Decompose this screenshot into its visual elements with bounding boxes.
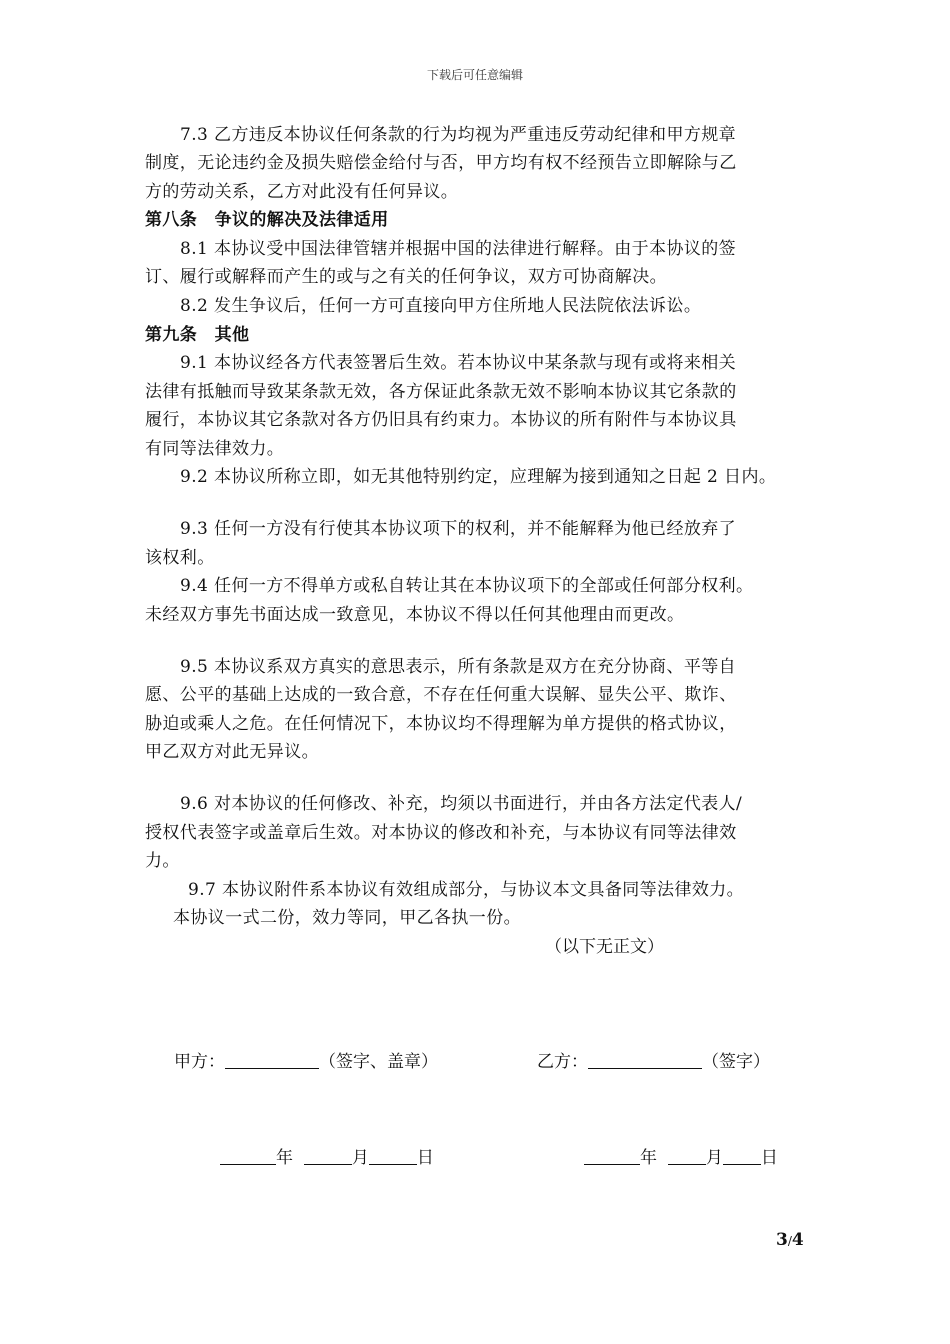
clause-9-5-line-4: 甲乙双方对此无异议。 bbox=[145, 742, 319, 762]
clause-8-1-line-1: 8.1 本协议受中国法律管辖并根据中国的法律进行解释。由于本协议的签 bbox=[180, 239, 737, 259]
page-header: 下载后可任意编辑 bbox=[426, 68, 523, 82]
clause-9-5-line-3: 胁迫或乘人之危。在任何情况下，本协议均不得理解为单方提供的格式协议， bbox=[145, 714, 737, 734]
page-current: 3 bbox=[776, 1230, 788, 1250]
party-b-signature-blank bbox=[588, 1052, 702, 1069]
day-blank bbox=[369, 1148, 417, 1165]
page-total: 4 bbox=[791, 1230, 804, 1250]
clause-8-2: 8.2 发生争议后，任何一方可直接向甲方住所地人民法院依法诉讼。 bbox=[180, 296, 702, 316]
party-b-date bbox=[584, 1143, 778, 1168]
party-a-label: 甲方： bbox=[174, 1052, 225, 1072]
clause-9-6-line-1: 9.6 对本协议的任何修改、补充，均须以书面进行，并由各方法定代表人/ bbox=[180, 794, 743, 814]
clause-9-5-line-1: 9.5 本协议系双方真实的意思表示，所有条款是双方在充分协商、平等自 bbox=[180, 657, 737, 677]
clause-9-1-line-2: 法律有抵触而导致某条款无效，各方保证此条款无效不影响本协议其它条款的 bbox=[145, 382, 737, 402]
party-a-date bbox=[220, 1143, 434, 1168]
year-label: 年 bbox=[276, 1148, 293, 1168]
party-b-note: （签字） bbox=[702, 1052, 770, 1072]
clause-8-1-line-2: 订、履行或解释而产生的或与之有关的任何争议，双方可协商解决。 bbox=[145, 267, 667, 287]
month-label: 月 bbox=[705, 1148, 723, 1168]
clause-9-1-line-4: 有同等法律效力。 bbox=[145, 439, 285, 459]
clause-9-5-line-2: 愿、公平的基础上达成的一致合意，不存在任何重大误解、显失公平、欺诈、 bbox=[145, 685, 737, 705]
party-a-signature bbox=[174, 1047, 438, 1072]
clause-7-3-line-2: 制度，无论违约金及损失赔偿金给付与否，甲方均有权不经预告立即解除与乙 bbox=[145, 153, 737, 173]
year-blank bbox=[584, 1148, 640, 1165]
clause-7-3-line-3: 方的劳动关系，乙方对此没有任何异议。 bbox=[145, 182, 459, 202]
article-8-title: 第八条 争议的解决及法律适用 bbox=[145, 210, 389, 230]
day-blank bbox=[723, 1148, 761, 1165]
party-b-label: 乙方： bbox=[537, 1052, 588, 1072]
party-a-note: （签字、盖章） bbox=[319, 1052, 438, 1072]
clause-9-6-line-2: 授权代表签字或盖章后生效。对本协议的修改和补充，与本协议有同等法律效 bbox=[145, 823, 737, 843]
clause-9-4-line-2: 未经双方事先书面达成一致意见，本协议不得以任何其他理由而更改。 bbox=[145, 605, 685, 625]
clause-9-2: 9.2 本协议所称立即，如无其他特别约定，应理解为接到通知之日起 2 日内。 bbox=[180, 467, 777, 487]
clause-9-1-line-1: 9.1 本协议经各方代表签署后生效。若本协议中某条款与现有或将来相关 bbox=[180, 353, 737, 373]
party-a-signature-blank bbox=[225, 1052, 319, 1069]
month-blank bbox=[668, 1148, 706, 1165]
page-separator: / bbox=[787, 1234, 792, 1248]
month-label: 月 bbox=[351, 1148, 369, 1168]
clause-9-3-line-2: 该权利。 bbox=[145, 548, 215, 568]
article-9-title: 第九条 其他 bbox=[145, 325, 250, 345]
copies-statement: 本协议一式二份，效力等同，甲乙各执一份。 bbox=[173, 908, 521, 928]
clause-7-3-line-1: 7.3 乙方违反本协议任何条款的行为均视为严重违反劳动纪律和甲方规章 bbox=[180, 125, 737, 145]
clause-9-6-line-3: 力。 bbox=[145, 851, 180, 871]
clause-9-1-line-3: 履行，本协议其它条款对各方仍旧具有约束力。本协议的所有附件与本协议具 bbox=[145, 410, 737, 430]
page-number bbox=[776, 1230, 804, 1250]
clause-9-7: 9.7 本协议附件系本协议有效组成部分，与协议本文具备同等法律效力。 bbox=[188, 880, 745, 900]
clause-9-3-line-1: 9.3 任何一方没有行使其本协议项下的权利，并不能解释为他已经放弃了 bbox=[180, 519, 737, 539]
year-label: 年 bbox=[640, 1148, 657, 1168]
party-b-signature bbox=[537, 1047, 770, 1072]
end-of-text-note: （以下无正文） bbox=[545, 937, 664, 957]
month-blank bbox=[304, 1148, 352, 1165]
day-label: 日 bbox=[416, 1148, 434, 1168]
clause-9-4-line-1: 9.4 任何一方不得单方或私自转让其在本协议项下的全部或任何部分权利。 bbox=[180, 576, 754, 596]
day-label: 日 bbox=[760, 1148, 778, 1168]
year-blank bbox=[220, 1148, 276, 1165]
